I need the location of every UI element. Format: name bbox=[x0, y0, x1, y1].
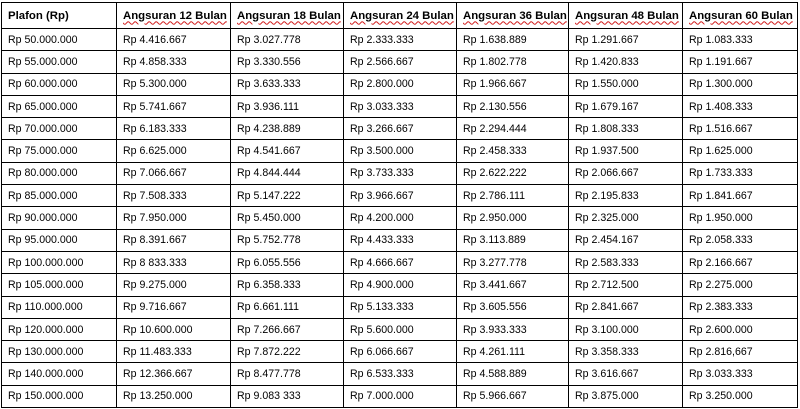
cell-plafon: Rp 65.000.000 bbox=[2, 95, 117, 117]
table-row bbox=[2, 118, 798, 140]
cell-angsuran-12-bulan: Rp 7.066.667 bbox=[117, 162, 231, 184]
cell-angsuran-24-bulan: Rp 4.666.667 bbox=[344, 251, 457, 273]
cell-angsuran-12-bulan: Rp 6.625.000 bbox=[117, 140, 231, 162]
table-row bbox=[2, 363, 798, 385]
cell-angsuran-48-bulan: Rp 2.195.833 bbox=[569, 185, 683, 207]
cell-angsuran-18-bulan: Rp 5.450.000 bbox=[231, 207, 344, 229]
cell-angsuran-60-bulan: Rp 1.191.667 bbox=[683, 51, 798, 73]
cell-angsuran-24-bulan: Rp 3.033.333 bbox=[344, 95, 457, 117]
cell-angsuran-60-bulan: Rp 1.083.333 bbox=[683, 29, 798, 51]
cell-angsuran-48-bulan: Rp 1.420.833 bbox=[569, 51, 683, 73]
cell-angsuran-60-bulan: Rp 2.816,667 bbox=[683, 341, 798, 363]
table-row bbox=[2, 140, 798, 162]
cell-angsuran-60-bulan: Rp 3.033.333 bbox=[683, 363, 798, 385]
table-row bbox=[2, 229, 798, 251]
cell-angsuran-18-bulan: Rp 3.936.111 bbox=[231, 95, 344, 117]
cell-angsuran-12-bulan: Rp 5.300.000 bbox=[117, 73, 231, 95]
cell-angsuran-60-bulan: Rp 1.516.667 bbox=[683, 118, 798, 140]
cell-angsuran-48-bulan: Rp 1.550.000 bbox=[569, 73, 683, 95]
cell-plafon: Rp 105.000.000 bbox=[2, 274, 117, 296]
cell-angsuran-36-bulan: Rp 2.294.444 bbox=[457, 118, 569, 140]
cell-angsuran-18-bulan: Rp 5.147.222 bbox=[231, 185, 344, 207]
header-36-bulan bbox=[457, 3, 569, 29]
header-12-bulan-label: Angsuran 12 Bulan bbox=[123, 9, 227, 22]
cell-angsuran-18-bulan: Rp 4.238.889 bbox=[231, 118, 344, 140]
cell-angsuran-36-bulan: Rp 1.966.667 bbox=[457, 73, 569, 95]
header-48-bulan bbox=[569, 3, 683, 29]
table-row bbox=[2, 185, 798, 207]
installment-table bbox=[1, 2, 798, 408]
table-row bbox=[2, 251, 798, 273]
cell-angsuran-60-bulan: Rp 2.600.000 bbox=[683, 318, 798, 340]
cell-angsuran-36-bulan: Rp 3.605.556 bbox=[457, 296, 569, 318]
cell-angsuran-18-bulan: Rp 3.027.778 bbox=[231, 29, 344, 51]
cell-angsuran-24-bulan: Rp 4.433.333 bbox=[344, 229, 457, 251]
cell-angsuran-36-bulan: Rp 3.277.778 bbox=[457, 251, 569, 273]
cell-angsuran-36-bulan: Rp 5.966.667 bbox=[457, 385, 569, 407]
table-row bbox=[2, 318, 798, 340]
cell-angsuran-18-bulan: Rp 9.083 333 bbox=[231, 385, 344, 407]
cell-angsuran-60-bulan: Rp 2.058.333 bbox=[683, 229, 798, 251]
header-24-bulan bbox=[344, 3, 457, 29]
cell-angsuran-24-bulan: Rp 3.266.667 bbox=[344, 118, 457, 140]
cell-angsuran-12-bulan: Rp 6.183.333 bbox=[117, 118, 231, 140]
header-60-bulan-label: Angsuran 60 Bulan bbox=[689, 9, 793, 22]
cell-angsuran-60-bulan: Rp 1.408.333 bbox=[683, 95, 798, 117]
cell-angsuran-24-bulan: Rp 6.533.333 bbox=[344, 363, 457, 385]
cell-angsuran-48-bulan: Rp 2.325.000 bbox=[569, 207, 683, 229]
cell-angsuran-12-bulan: Rp 12.366.667 bbox=[117, 363, 231, 385]
cell-angsuran-18-bulan: Rp 4.844.444 bbox=[231, 162, 344, 184]
cell-angsuran-24-bulan: Rp 7.000.000 bbox=[344, 385, 457, 407]
cell-angsuran-18-bulan: Rp 7.872.222 bbox=[231, 341, 344, 363]
table-row bbox=[2, 73, 798, 95]
cell-angsuran-36-bulan: Rp 1.802.778 bbox=[457, 51, 569, 73]
cell-angsuran-60-bulan: Rp 1.950.000 bbox=[683, 207, 798, 229]
table-body bbox=[2, 29, 798, 408]
table-row bbox=[2, 51, 798, 73]
cell-angsuran-48-bulan: Rp 1.679.167 bbox=[569, 95, 683, 117]
table-row bbox=[2, 29, 798, 51]
cell-angsuran-24-bulan: Rp 5.600.000 bbox=[344, 318, 457, 340]
cell-plafon: Rp 55.000.000 bbox=[2, 51, 117, 73]
cell-angsuran-36-bulan: Rp 3.441.667 bbox=[457, 274, 569, 296]
cell-angsuran-18-bulan: Rp 8.477.778 bbox=[231, 363, 344, 385]
cell-plafon: Rp 110.000.000 bbox=[2, 296, 117, 318]
cell-angsuran-18-bulan: Rp 6.661.111 bbox=[231, 296, 344, 318]
table-row bbox=[2, 207, 798, 229]
cell-angsuran-48-bulan: Rp 2.066.667 bbox=[569, 162, 683, 184]
cell-angsuran-24-bulan: Rp 6.066.667 bbox=[344, 341, 457, 363]
cell-angsuran-48-bulan: Rp 1.937.500 bbox=[569, 140, 683, 162]
cell-angsuran-18-bulan: Rp 7.266.667 bbox=[231, 318, 344, 340]
cell-angsuran-18-bulan: Rp 6.358.333 bbox=[231, 274, 344, 296]
cell-angsuran-36-bulan: Rp 3.933.333 bbox=[457, 318, 569, 340]
cell-plafon: Rp 70.000.000 bbox=[2, 118, 117, 140]
cell-angsuran-60-bulan: Rp 1.625.000 bbox=[683, 140, 798, 162]
cell-angsuran-36-bulan: Rp 2.786.111 bbox=[457, 185, 569, 207]
table-row bbox=[2, 341, 798, 363]
header-24-bulan-label: Angsuran 24 Bulan bbox=[350, 9, 454, 22]
header-18-bulan-label: Angsuran 18 Bulan bbox=[237, 9, 341, 22]
cell-angsuran-60-bulan: Rp 1.841.667 bbox=[683, 185, 798, 207]
cell-angsuran-18-bulan: Rp 3.633.333 bbox=[231, 73, 344, 95]
cell-angsuran-60-bulan: Rp 2.166.667 bbox=[683, 251, 798, 273]
cell-plafon: Rp 90.000.000 bbox=[2, 207, 117, 229]
table-row bbox=[2, 385, 798, 407]
cell-angsuran-12-bulan: Rp 5.741.667 bbox=[117, 95, 231, 117]
cell-angsuran-24-bulan: Rp 5.133.333 bbox=[344, 296, 457, 318]
cell-angsuran-12-bulan: Rp 9.275.000 bbox=[117, 274, 231, 296]
cell-angsuran-48-bulan: Rp 3.358.333 bbox=[569, 341, 683, 363]
cell-angsuran-48-bulan: Rp 2.583.333 bbox=[569, 251, 683, 273]
cell-angsuran-24-bulan: Rp 2.566.667 bbox=[344, 51, 457, 73]
header-12-bulan bbox=[117, 3, 231, 29]
cell-plafon: Rp 130.000.000 bbox=[2, 341, 117, 363]
cell-angsuran-12-bulan: Rp 8 833.333 bbox=[117, 251, 231, 273]
cell-angsuran-36-bulan: Rp 4.588.889 bbox=[457, 363, 569, 385]
cell-plafon: Rp 60.000.000 bbox=[2, 73, 117, 95]
cell-plafon: Rp 150.000.000 bbox=[2, 385, 117, 407]
table-row bbox=[2, 162, 798, 184]
cell-angsuran-24-bulan: Rp 3.733.333 bbox=[344, 162, 457, 184]
cell-angsuran-60-bulan: Rp 2.383.333 bbox=[683, 296, 798, 318]
cell-angsuran-12-bulan: Rp 7.950.000 bbox=[117, 207, 231, 229]
cell-angsuran-18-bulan: Rp 6.055.556 bbox=[231, 251, 344, 273]
cell-angsuran-12-bulan: Rp 9.716.667 bbox=[117, 296, 231, 318]
cell-angsuran-36-bulan: Rp 2.130.556 bbox=[457, 95, 569, 117]
cell-angsuran-12-bulan: Rp 13.250.000 bbox=[117, 385, 231, 407]
cell-angsuran-36-bulan: Rp 2.622.222 bbox=[457, 162, 569, 184]
cell-angsuran-60-bulan: Rp 1.733.333 bbox=[683, 162, 798, 184]
table-row bbox=[2, 274, 798, 296]
cell-angsuran-18-bulan: Rp 5.752.778 bbox=[231, 229, 344, 251]
cell-plafon: Rp 80.000.000 bbox=[2, 162, 117, 184]
header-60-bulan bbox=[683, 3, 798, 29]
header-18-bulan bbox=[231, 3, 344, 29]
cell-plafon: Rp 100.000.000 bbox=[2, 251, 117, 273]
cell-plafon: Rp 85.000.000 bbox=[2, 185, 117, 207]
cell-angsuran-24-bulan: Rp 4.200.000 bbox=[344, 207, 457, 229]
cell-angsuran-24-bulan: Rp 4.900.000 bbox=[344, 274, 457, 296]
cell-angsuran-36-bulan: Rp 1.638.889 bbox=[457, 29, 569, 51]
cell-angsuran-36-bulan: Rp 4.261.111 bbox=[457, 341, 569, 363]
cell-angsuran-48-bulan: Rp 3.875.000 bbox=[569, 385, 683, 407]
cell-angsuran-36-bulan: Rp 3.113.889 bbox=[457, 229, 569, 251]
cell-plafon: Rp 140.000.000 bbox=[2, 363, 117, 385]
installment-table-container bbox=[1, 2, 797, 408]
cell-plafon: Rp 95.000.000 bbox=[2, 229, 117, 251]
cell-angsuran-18-bulan: Rp 3.330.556 bbox=[231, 51, 344, 73]
cell-angsuran-18-bulan: Rp 4.541.667 bbox=[231, 140, 344, 162]
cell-angsuran-12-bulan: Rp 7.508.333 bbox=[117, 185, 231, 207]
cell-plafon: Rp 75.000.000 bbox=[2, 140, 117, 162]
cell-plafon: Rp 50.000.000 bbox=[2, 29, 117, 51]
cell-angsuran-48-bulan: Rp 2.454.167 bbox=[569, 229, 683, 251]
table-row bbox=[2, 95, 798, 117]
cell-plafon: Rp 120.000.000 bbox=[2, 318, 117, 340]
cell-angsuran-48-bulan: Rp 1.808.333 bbox=[569, 118, 683, 140]
cell-angsuran-12-bulan: Rp 8.391.667 bbox=[117, 229, 231, 251]
cell-angsuran-12-bulan: Rp 10.600.000 bbox=[117, 318, 231, 340]
cell-angsuran-36-bulan: Rp 2.950.000 bbox=[457, 207, 569, 229]
table-row bbox=[2, 296, 798, 318]
header-plafon: Plafon (Rp) bbox=[2, 3, 117, 29]
cell-angsuran-24-bulan: Rp 3.966.667 bbox=[344, 185, 457, 207]
cell-angsuran-48-bulan: Rp 2.712.500 bbox=[569, 274, 683, 296]
header-row bbox=[2, 3, 798, 29]
cell-angsuran-12-bulan: Rp 4.858.333 bbox=[117, 51, 231, 73]
header-48-bulan-label: Angsuran 48 Bulan bbox=[575, 9, 679, 22]
cell-angsuran-60-bulan: Rp 2.275.000 bbox=[683, 274, 798, 296]
cell-angsuran-60-bulan: Rp 3.250.000 bbox=[683, 385, 798, 407]
cell-angsuran-12-bulan: Rp 11.483.333 bbox=[117, 341, 231, 363]
cell-angsuran-24-bulan: Rp 2.333.333 bbox=[344, 29, 457, 51]
cell-angsuran-60-bulan: Rp 1.300.000 bbox=[683, 73, 798, 95]
cell-angsuran-48-bulan: Rp 3.616.667 bbox=[569, 363, 683, 385]
cell-angsuran-48-bulan: Rp 3.100.000 bbox=[569, 318, 683, 340]
cell-angsuran-12-bulan: Rp 4.416.667 bbox=[117, 29, 231, 51]
cell-angsuran-24-bulan: Rp 3.500.000 bbox=[344, 140, 457, 162]
cell-angsuran-48-bulan: Rp 2.841.667 bbox=[569, 296, 683, 318]
cell-angsuran-48-bulan: Rp 1.291.667 bbox=[569, 29, 683, 51]
cell-angsuran-36-bulan: Rp 2.458.333 bbox=[457, 140, 569, 162]
cell-angsuran-24-bulan: Rp 2.800.000 bbox=[344, 73, 457, 95]
header-36-bulan-label: Angsuran 36 Bulan bbox=[463, 9, 567, 22]
